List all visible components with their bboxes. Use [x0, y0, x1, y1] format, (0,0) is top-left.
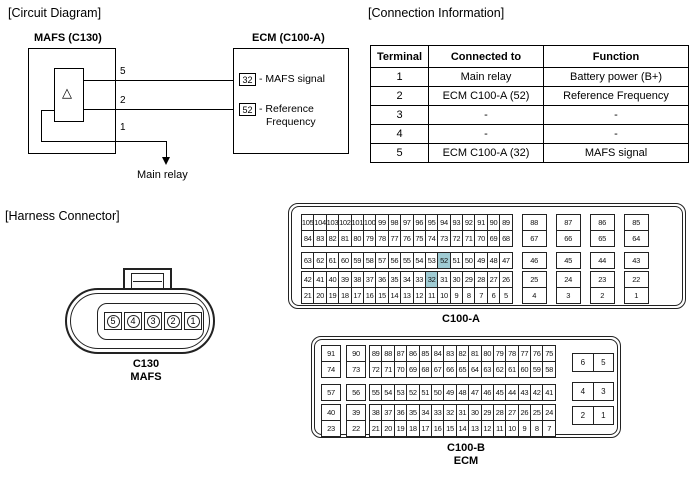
pin-11: 11: [425, 287, 438, 304]
pin-31: 31: [437, 271, 450, 288]
pin-4: 4: [522, 287, 547, 304]
pin-42: 42: [301, 271, 314, 288]
table-row: [371, 106, 689, 125]
pin-91: 91: [474, 214, 487, 231]
pin-9: 9: [450, 287, 463, 304]
pin-85: 85: [624, 214, 649, 231]
pin-21: 21: [301, 287, 314, 304]
wire-pin1-seg3: [41, 141, 167, 142]
pin-91: 91: [321, 345, 341, 362]
pin-73: 73: [437, 230, 450, 247]
pin-29: 29: [481, 404, 494, 421]
pin-26: 26: [518, 404, 531, 421]
pin-70: 70: [474, 230, 487, 247]
pin-38: 38: [369, 404, 382, 421]
table-cell: 5: [371, 144, 429, 163]
pin-78: 78: [375, 230, 388, 247]
pin-46: 46: [481, 384, 494, 401]
pin-18: 18: [406, 420, 419, 437]
pin-31: 31: [456, 404, 469, 421]
table-header-cell: Function: [544, 46, 689, 68]
pin-1: 1: [593, 406, 615, 425]
pin-43: 43: [518, 384, 531, 401]
table-cell: 2: [371, 87, 429, 106]
pin-12: 12: [413, 287, 426, 304]
harness-pin-number: 5: [107, 315, 120, 328]
pin-32: 32: [443, 404, 456, 421]
pin-30: 30: [450, 271, 463, 288]
pin-19: 19: [394, 420, 407, 437]
pin-37: 37: [363, 271, 376, 288]
pin-49: 49: [474, 252, 487, 269]
harness-pins: [104, 312, 204, 330]
pin-87: 87: [394, 345, 407, 362]
pin-62: 62: [313, 252, 326, 269]
pin-2: 2: [590, 287, 615, 304]
pin-86: 86: [590, 214, 615, 231]
pin-67: 67: [522, 230, 547, 247]
pin-13: 13: [468, 420, 481, 437]
pin-15: 15: [375, 287, 388, 304]
table-row: [371, 144, 689, 163]
pin-42: 42: [530, 384, 543, 401]
wire-label-5: 5: [120, 66, 126, 77]
pin-59: 59: [351, 252, 364, 269]
c100b-pin-grid: [321, 345, 556, 437]
pin-23: 23: [321, 420, 341, 437]
pin-57: 57: [321, 384, 341, 401]
pin-44: 44: [505, 384, 518, 401]
pin-28: 28: [474, 271, 487, 288]
pin-40: 40: [321, 404, 341, 421]
pin-52: 52: [406, 384, 419, 401]
pin-20: 20: [381, 420, 394, 437]
pin-97: 97: [400, 214, 413, 231]
table-cell: MAFS signal: [544, 144, 689, 163]
wire-label-1: 1: [120, 122, 126, 133]
c100b-row: [321, 404, 556, 421]
table-cell: Reference Frequency: [544, 87, 689, 106]
pin-36: 36: [394, 404, 407, 421]
pin-45: 45: [556, 252, 581, 269]
table-cell: 1: [371, 68, 429, 87]
pin-80: 80: [351, 230, 364, 247]
ecm-pin52-box: 52: [239, 103, 256, 116]
c100a-row: [301, 214, 649, 231]
pin-24: 24: [556, 271, 581, 288]
pin-89: 89: [499, 214, 512, 231]
c100a-row: [301, 230, 649, 247]
circuit-diagram-title: [Circuit Diagram]: [8, 6, 102, 20]
pin-41: 41: [542, 384, 555, 401]
pin-65: 65: [590, 230, 615, 247]
pin-72: 72: [450, 230, 463, 247]
c130-sublabel: MAFS: [130, 371, 162, 383]
pin-50: 50: [431, 384, 444, 401]
pin-38: 38: [351, 271, 364, 288]
pin-61: 61: [505, 361, 518, 378]
pin-25: 25: [530, 404, 543, 421]
pin-104: 104: [313, 214, 326, 231]
pin-45: 45: [493, 384, 506, 401]
pin-24: 24: [542, 404, 555, 421]
pin-80: 80: [481, 345, 494, 362]
pin-25: 25: [522, 271, 547, 288]
ecm-pin52-desc: - Reference: [259, 103, 314, 115]
wire-pin1-seg1: [41, 110, 55, 111]
mafs-box-label: MAFS (C130): [34, 32, 102, 44]
pin-82: 82: [326, 230, 339, 247]
c100b-pair: [572, 353, 614, 372]
c100b-row: [321, 384, 556, 401]
pin-5: 5: [499, 287, 512, 304]
pin-51: 51: [419, 384, 432, 401]
pin-16: 16: [431, 420, 444, 437]
ecm-pin52-desc2: Frequency: [266, 116, 316, 128]
pin-69: 69: [406, 361, 419, 378]
pin-51: 51: [450, 252, 463, 269]
pin-69: 69: [487, 230, 500, 247]
ecm-box: [233, 48, 349, 154]
pin-35: 35: [406, 404, 419, 421]
pin-8: 8: [530, 420, 543, 437]
pin-8: 8: [462, 287, 475, 304]
triangle-icon: △: [62, 85, 72, 100]
pin-16: 16: [363, 287, 376, 304]
pin-81: 81: [468, 345, 481, 362]
pin-66: 66: [556, 230, 581, 247]
c100b-row: [321, 420, 556, 437]
pin-19: 19: [326, 287, 339, 304]
harness-connector-title: [Harness Connector]: [5, 209, 120, 223]
table-header-cell: Terminal: [371, 46, 429, 68]
wire-label-2: 2: [120, 95, 126, 106]
pin-2: 2: [572, 406, 594, 425]
pin-26: 26: [499, 271, 512, 288]
pin-79: 79: [363, 230, 376, 247]
connector-c100b: [311, 336, 621, 438]
pin-70: 70: [394, 361, 407, 378]
pin-39: 39: [338, 271, 351, 288]
pin-12: 12: [481, 420, 494, 437]
pin-36: 36: [375, 271, 388, 288]
pin-46: 46: [522, 252, 547, 269]
connection-table: [370, 45, 689, 163]
pin-94: 94: [437, 214, 450, 231]
pin-49: 49: [443, 384, 456, 401]
table-row: [371, 125, 689, 144]
c100a-label: C100-A: [442, 313, 480, 325]
harness-pin-5: [104, 312, 122, 330]
pin-86: 86: [406, 345, 419, 362]
pin-77: 77: [518, 345, 531, 362]
table-header-cell: Connected to: [429, 46, 544, 68]
c100b-pair: [572, 382, 614, 401]
pin-48: 48: [456, 384, 469, 401]
harness-pin-number: 3: [147, 315, 160, 328]
pin-44: 44: [590, 252, 615, 269]
pin-20: 20: [313, 287, 326, 304]
pin-82: 82: [456, 345, 469, 362]
table-cell: -: [429, 125, 544, 144]
pin-60: 60: [338, 252, 351, 269]
pin-75: 75: [413, 230, 426, 247]
harness-pin-4: [124, 312, 142, 330]
pin-89: 89: [369, 345, 382, 362]
pin-14: 14: [388, 287, 401, 304]
c100a-row: [301, 271, 649, 288]
pin-34: 34: [400, 271, 413, 288]
pin-58: 58: [363, 252, 376, 269]
harness-pin-number: 2: [167, 315, 180, 328]
pin-59: 59: [530, 361, 543, 378]
pin-63: 63: [481, 361, 494, 378]
c130-label: C130: [132, 358, 160, 370]
pin-41: 41: [313, 271, 326, 288]
pin-14: 14: [456, 420, 469, 437]
pin-93: 93: [450, 214, 463, 231]
pin-79: 79: [493, 345, 506, 362]
pin-76: 76: [400, 230, 413, 247]
pin-64: 64: [624, 230, 649, 247]
table-row: [371, 68, 689, 87]
c100b-row: [321, 361, 556, 378]
pin-58: 58: [542, 361, 555, 378]
pin-87: 87: [556, 214, 581, 231]
main-relay-arrow-icon: [162, 157, 170, 165]
pin-47: 47: [499, 252, 512, 269]
harness-pin-1: [184, 312, 202, 330]
pin-3: 3: [593, 382, 615, 401]
pin-5: 5: [593, 353, 615, 372]
c100b-label: C100-B: [447, 442, 485, 454]
pin-27: 27: [505, 404, 518, 421]
pin-30: 30: [468, 404, 481, 421]
pin-65: 65: [456, 361, 469, 378]
pin-74: 74: [425, 230, 438, 247]
ecm-box-label: ECM (C100-A): [252, 32, 325, 44]
ecm-pin32-desc: - MAFS signal: [259, 73, 325, 85]
table-cell: 4: [371, 125, 429, 144]
pin-40: 40: [326, 271, 339, 288]
pin-9: 9: [518, 420, 531, 437]
pin-7: 7: [474, 287, 487, 304]
pin-71: 71: [462, 230, 475, 247]
pin-105: 105: [301, 214, 314, 231]
pin-18: 18: [338, 287, 351, 304]
pin-77: 77: [388, 230, 401, 247]
pin-103: 103: [326, 214, 339, 231]
pin-68: 68: [499, 230, 512, 247]
pin-72: 72: [369, 361, 382, 378]
pin-81: 81: [338, 230, 351, 247]
table-header-row: [371, 46, 689, 68]
pin-101: 101: [351, 214, 364, 231]
c100a-row: [301, 287, 649, 304]
pin-47: 47: [468, 384, 481, 401]
pin-102: 102: [338, 214, 351, 231]
pin-55: 55: [369, 384, 382, 401]
wire-pin1-seg4: [166, 141, 167, 158]
pin-64: 64: [468, 361, 481, 378]
pin-75: 75: [542, 345, 555, 362]
pin-71: 71: [381, 361, 394, 378]
pin-73: 73: [346, 361, 366, 378]
pin-100: 100: [363, 214, 376, 231]
wire-pin1-seg2: [41, 110, 42, 141]
pin-48: 48: [487, 252, 500, 269]
pin-1: 1: [624, 287, 649, 304]
table-cell: -: [544, 106, 689, 125]
pin-27: 27: [487, 271, 500, 288]
pin-17: 17: [351, 287, 364, 304]
c100a-row: [301, 252, 649, 269]
table-cell: Battery power (B+): [544, 68, 689, 87]
table-cell: -: [544, 125, 689, 144]
table-cell: -: [429, 106, 544, 125]
pin-4: 4: [572, 382, 594, 401]
pin-90: 90: [487, 214, 500, 231]
harness-pin-3: [144, 312, 162, 330]
harness-pin-2: [164, 312, 182, 330]
c100a-pin-grid: [301, 214, 649, 304]
pin-56: 56: [346, 384, 366, 401]
pin-99: 99: [375, 214, 388, 231]
pin-57: 57: [375, 252, 388, 269]
wire-pin2: [84, 109, 233, 110]
harness-pin-number: 1: [187, 315, 200, 328]
c100b-row: [321, 345, 556, 362]
pin-55: 55: [400, 252, 413, 269]
pin-15: 15: [443, 420, 456, 437]
pin-90: 90: [346, 345, 366, 362]
connector-c100a: [288, 203, 686, 309]
pin-33: 33: [431, 404, 444, 421]
table-row: [371, 87, 689, 106]
pin-98: 98: [388, 214, 401, 231]
wire-pin5: [84, 80, 233, 81]
pin-60: 60: [518, 361, 531, 378]
pin-63: 63: [301, 252, 314, 269]
pin-84: 84: [301, 230, 314, 247]
pin-35: 35: [388, 271, 401, 288]
pin-52: 52: [437, 252, 450, 269]
c100b-sublabel: ECM: [453, 455, 479, 467]
pin-74: 74: [321, 361, 341, 378]
pin-34: 34: [419, 404, 432, 421]
pin-6: 6: [572, 353, 594, 372]
c100b-pair: [572, 406, 614, 425]
pin-11: 11: [493, 420, 506, 437]
main-relay-label: Main relay: [137, 169, 188, 181]
pin-29: 29: [462, 271, 475, 288]
pin-66: 66: [443, 361, 456, 378]
pin-10: 10: [437, 287, 450, 304]
pin-62: 62: [493, 361, 506, 378]
pin-13: 13: [400, 287, 413, 304]
pin-88: 88: [522, 214, 547, 231]
pin-83: 83: [313, 230, 326, 247]
ecm-pin32-box: 32: [239, 73, 256, 86]
pin-88: 88: [381, 345, 394, 362]
connection-info-title: [Connection Information]: [368, 6, 505, 20]
pin-92: 92: [462, 214, 475, 231]
pin-61: 61: [326, 252, 339, 269]
pin-23: 23: [590, 271, 615, 288]
pin-22: 22: [624, 271, 649, 288]
pin-21: 21: [369, 420, 382, 437]
pin-84: 84: [431, 345, 444, 362]
table-cell: ECM C100-A (32): [429, 144, 544, 163]
pin-43: 43: [624, 252, 649, 269]
pin-54: 54: [413, 252, 426, 269]
pin-54: 54: [381, 384, 394, 401]
harness-pin-number: 4: [127, 315, 140, 328]
harness-latch-line: [133, 281, 162, 282]
pin-17: 17: [419, 420, 432, 437]
pin-7: 7: [542, 420, 555, 437]
pin-68: 68: [419, 361, 432, 378]
pin-10: 10: [505, 420, 518, 437]
pin-95: 95: [425, 214, 438, 231]
pin-76: 76: [530, 345, 543, 362]
pin-39: 39: [346, 404, 366, 421]
pin-6: 6: [487, 287, 500, 304]
table-cell: 3: [371, 106, 429, 125]
table-cell: ECM C100-A (52): [429, 87, 544, 106]
pin-28: 28: [493, 404, 506, 421]
pin-56: 56: [388, 252, 401, 269]
pin-85: 85: [419, 345, 432, 362]
pin-83: 83: [443, 345, 456, 362]
pin-32: 32: [425, 271, 438, 288]
pin-3: 3: [556, 287, 581, 304]
pin-53: 53: [425, 252, 438, 269]
pin-22: 22: [346, 420, 366, 437]
pin-37: 37: [381, 404, 394, 421]
pin-50: 50: [462, 252, 475, 269]
pin-53: 53: [394, 384, 407, 401]
pin-96: 96: [413, 214, 426, 231]
pin-33: 33: [413, 271, 426, 288]
pin-67: 67: [431, 361, 444, 378]
table-cell: Main relay: [429, 68, 544, 87]
pin-78: 78: [505, 345, 518, 362]
